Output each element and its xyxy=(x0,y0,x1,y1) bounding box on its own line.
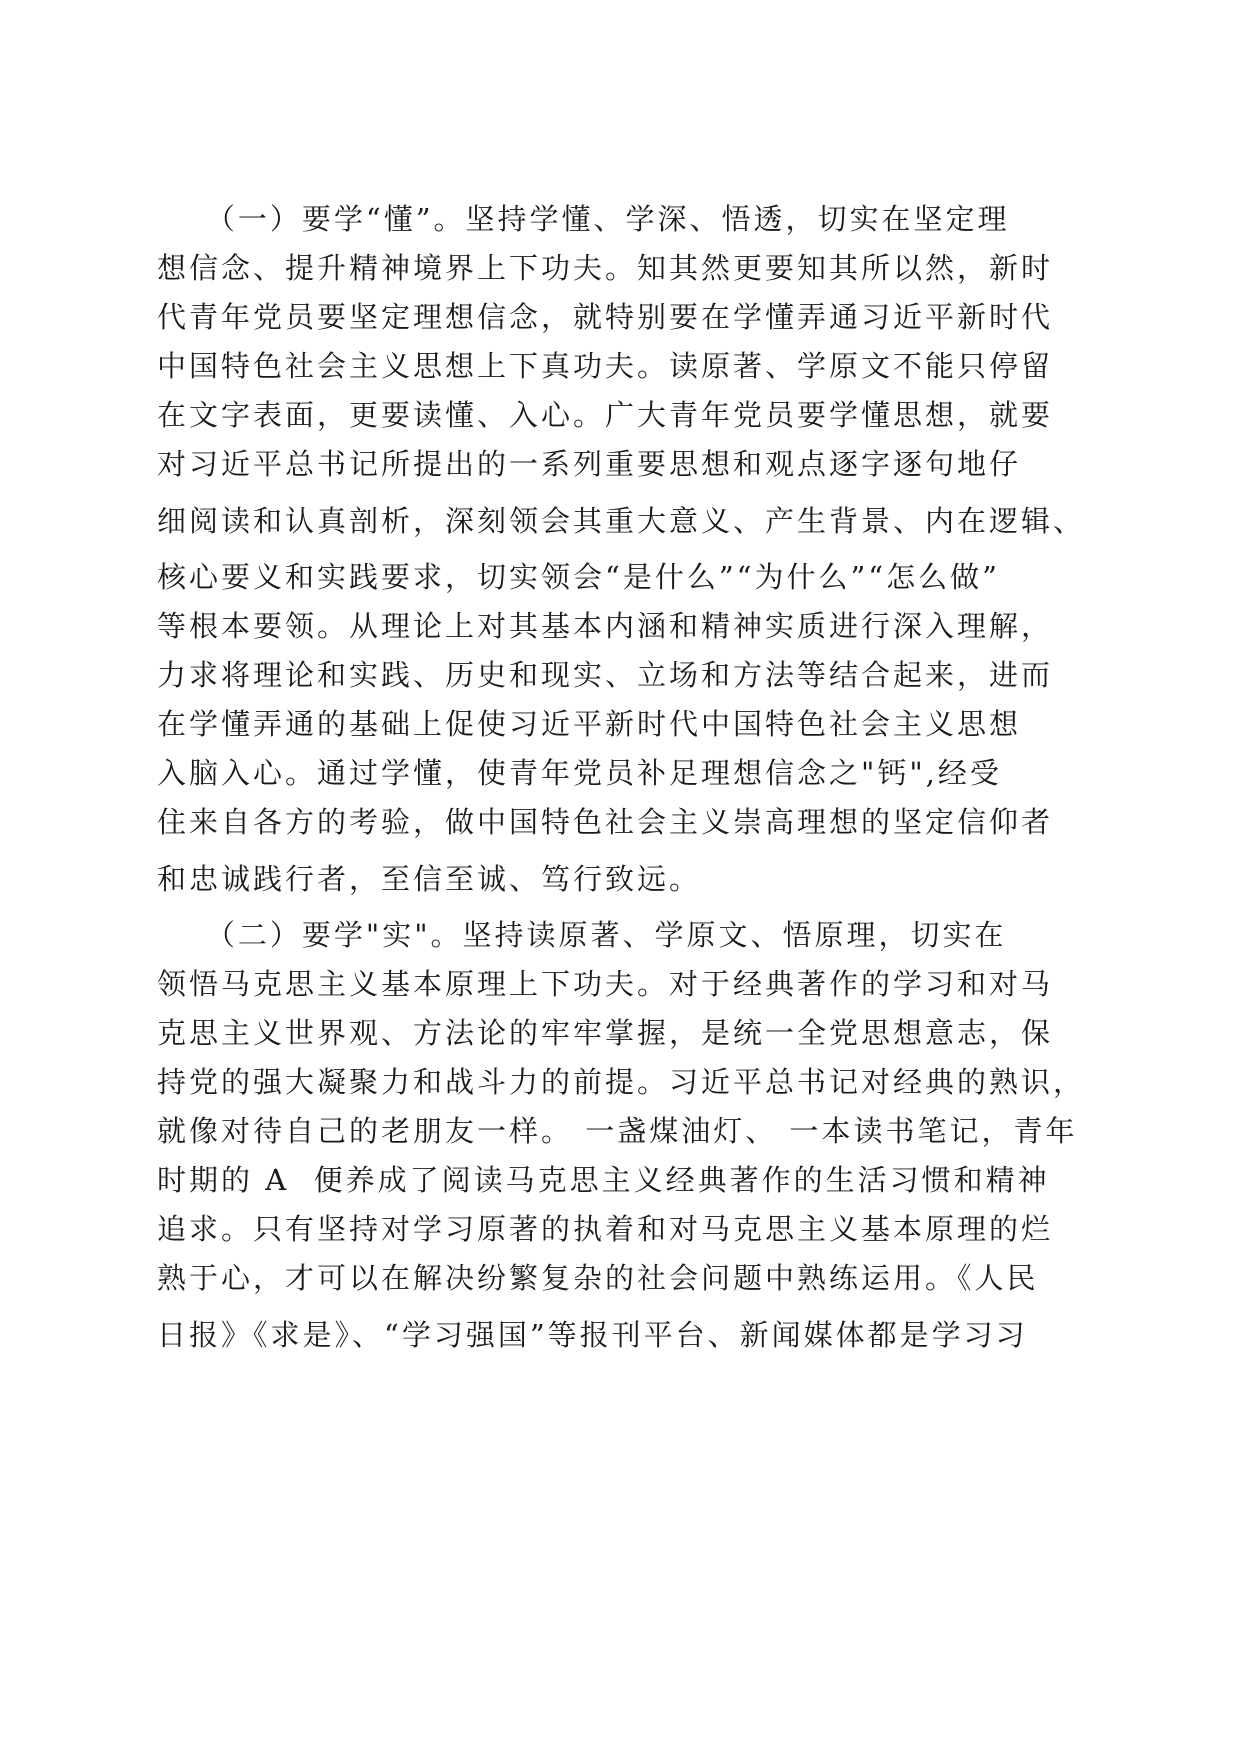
paragraph-line: 细阅读和认真剖析，深刻领会其重大意义、产生背景、内在逻辑、 xyxy=(157,504,1086,538)
paragraph-line: 就像对待自己的老朋友一样。 一盏煤油灯、 一本读书笔记，青年 xyxy=(157,1114,1078,1148)
paragraph-line: 和忠诚践行者，至信至诚、笃行致远。 xyxy=(157,862,702,896)
paragraph-line: 想信念、提升精神境界上下功夫。知其然更要知其所以然，新时 xyxy=(157,251,1054,285)
paragraph-line: 中国特色社会主义思想上下真功夫。读原著、学原文不能只停留 xyxy=(157,349,1054,383)
paragraph-line: 在文字表面，更要读懂、入心。广大青年党员要学懂思想，就要 xyxy=(157,398,1054,432)
paragraph-line: 熟于心，才可以在解决纷繁复杂的社会问题中熟练运用。《人民 xyxy=(157,1261,1039,1295)
paragraph-line: 持党的强大凝聚力和战斗力的前提。习近平总书记对经典的熟识， xyxy=(157,1065,1086,1099)
paragraph-line: 等根本要领。从理论上对其基本内涵和精神实质进行深入理解， xyxy=(157,609,1054,643)
paragraph-line: 力求将理论和实践、历史和现实、立场和方法等结合起来，进而 xyxy=(157,658,1054,692)
paragraph-line: 对习近平总书记所提出的一系列重要思想和观点逐字逐句地仔 xyxy=(157,447,1022,481)
paragraph-line: 住来自各方的考验，做中国特色社会主义崇高理想的坚定信仰者 xyxy=(157,805,1054,839)
paragraph-line: 代青年党员要坚定理想信念，就特别要在学懂弄通习近平新时代 xyxy=(157,300,1054,334)
paragraph-line: 时期的 A 便养成了阅读马克思主义经典著作的生活习惯和精神 xyxy=(157,1163,1050,1197)
paragraph-line: 追求。只有坚持对学习原著的执着和对马克思主义基本原理的烂 xyxy=(157,1212,1054,1246)
paragraph-line: 在学懂弄通的基础上促使习近平新时代中国特色社会主义思想 xyxy=(157,707,1022,741)
paragraph-line: 入脑入心。通过学懂，使青年党员补足理想信念之"钙",经受 xyxy=(157,756,1002,790)
paragraph-line: 领悟马克思主义基本原理上下功夫。对于经典著作的学习和对马 xyxy=(157,967,1054,1001)
paragraph-line: 克思主义世界观、方法论的牢牢掌握，是统一全党思想意志，保 xyxy=(157,1016,1054,1050)
paragraph-line: （一）要学“懂”。坚持学懂、学深、悟透，切实在坚定理 xyxy=(157,202,1010,236)
paragraph-line: （二）要学"实"。坚持读原著、学原文、悟原理，切实在 xyxy=(157,918,1007,952)
paragraph-line: 日报》《求是》、“学习强国”等报刊平台、新闻媒体都是学习习 xyxy=(157,1318,1028,1352)
paragraph-line: 核心要义和实践要求，切实领会“是什么”“为什么”“怎么做” xyxy=(157,560,1000,594)
